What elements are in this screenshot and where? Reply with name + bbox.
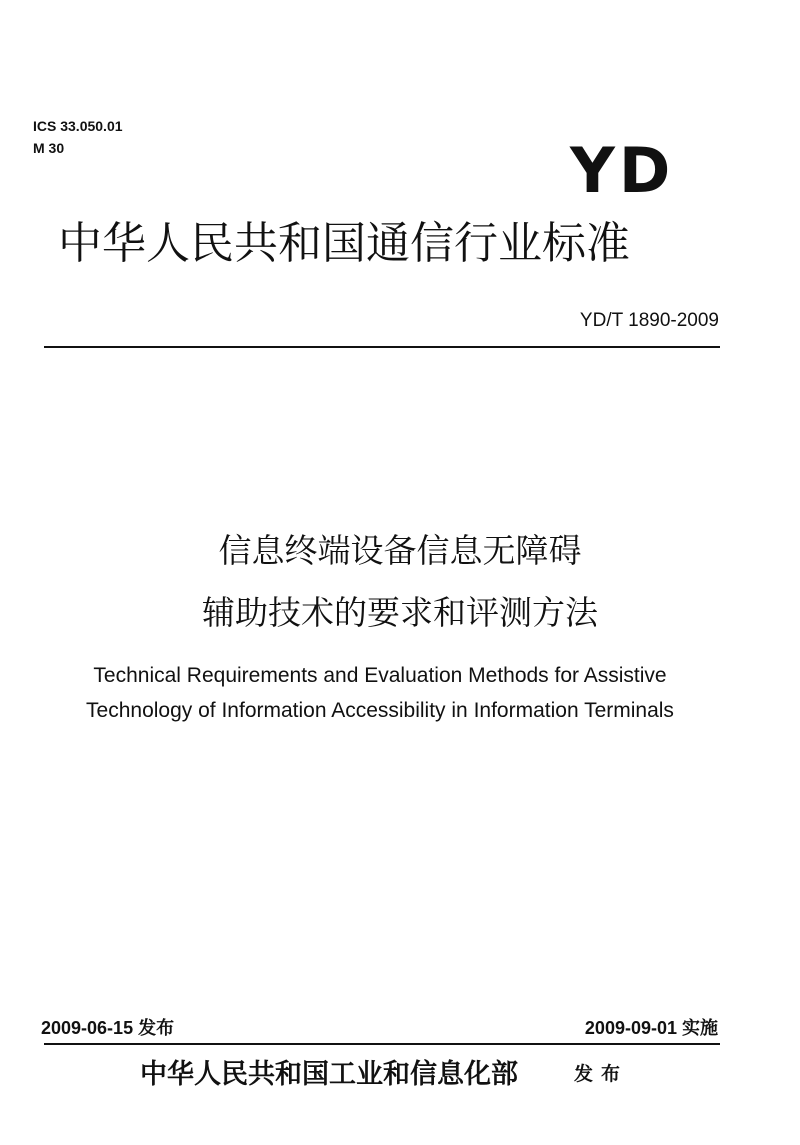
- title-cn-line2: 辅助技术的要求和评测方法: [202, 593, 598, 632]
- title-en-line2: Technology of Information Accessibility in Information Terminals: [86, 699, 674, 722]
- yd-logo: YD: [570, 134, 675, 207]
- ics-code: ICS 33.050.01: [33, 118, 123, 134]
- implementation-date: 2009-09-01 实施: [584, 1018, 718, 1038]
- standard-title: 中华人民共和国通信行业标准: [58, 218, 630, 269]
- title-en-line1: Technical Requirements and Evaluation Methods for Assistive: [93, 664, 667, 687]
- ccs-code: M 30: [33, 140, 65, 156]
- top-divider: [44, 346, 720, 348]
- classification-codes: [33, 116, 123, 160]
- standard-code: YD/T 1890-2009: [579, 310, 719, 331]
- bottom-divider: [44, 1043, 720, 1045]
- issuer-name: 中华人民共和国工业和信息化部: [140, 1059, 518, 1090]
- title-cn-line1: 信息终端设备信息无障碍: [218, 531, 582, 570]
- issuer-verb: 发布: [574, 1063, 629, 1085]
- issue-date: 2009-06-15 发布: [41, 1018, 175, 1038]
